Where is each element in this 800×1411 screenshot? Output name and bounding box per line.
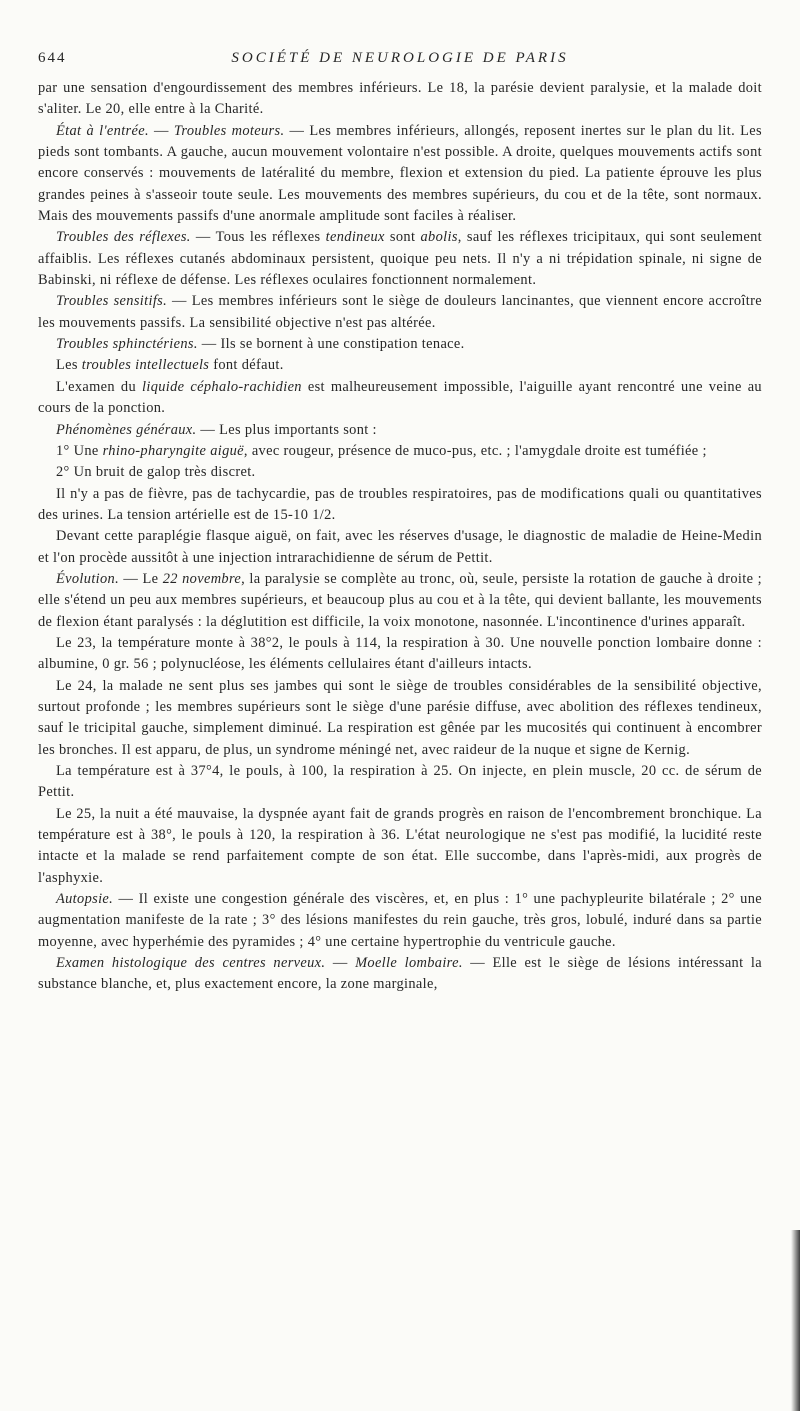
italic-run: abolis — [420, 229, 458, 246]
text-run: — Ils se bornent à une constipation tenace. — [197, 336, 465, 353]
text-run: 1° Une — [56, 442, 103, 459]
paragraph-p19 — [38, 953, 762, 996]
paragraph-p6 — [38, 355, 762, 376]
paragraph-p7 — [38, 377, 762, 420]
paragraph-p11 — [38, 484, 762, 527]
italic-run: Troubles des réflexes. — [56, 229, 191, 246]
text-run: , la paralysie se complète au tronc, où, seule, persiste la rotation de gauche à droite ; elle s'étend un peu aux membres supérieurs, et beaucoup plus au cou et à la tête, qui devient ballante, les mouvements de flexion étant paralysés : la déglutition est difficile, la voix monotone, nasonnée. L'incontinence d'urines apparaît. — [38, 570, 762, 630]
italic-run: Moelle lombaire. — [355, 955, 463, 972]
italic-run: Évolution. — [56, 570, 120, 587]
text-run: Il n'y a pas de fièvre, pas de tachycardie, pas de troubles respiratoires, pas de modifications quali ou quantitatives des urines. La tension artérielle est de 15-10 1/2. — [38, 485, 762, 523]
text-run: — — [325, 955, 356, 972]
text-run: par une sensation d'engourdissement des membres inférieurs. Le 18, la parésie devient paralysie, et la malade doit s'aliter. Le 20, elle entre à la Charité. — [38, 80, 762, 118]
text-run: est malheureusement impossible, l'aiguille ayant rencontré une veine au cours de la ponction. — [38, 378, 762, 417]
italic-run: Troubles sensitifs. — [56, 293, 168, 310]
italic-run: Autopsie. — [56, 891, 114, 908]
text-run: — Les membres inférieurs sont le siège de douleurs lancinantes, que viennent encore accroître les mouvements passifs. La sensibilité objective n'est pas altérée. — [38, 293, 762, 331]
paragraph-p14 — [38, 633, 762, 676]
italic-run: tendineux — [325, 229, 385, 246]
italic-run: Phénomènes généraux. — [56, 421, 197, 438]
text-run: L'examen du — [56, 378, 142, 395]
paragraph-p16 — [38, 761, 762, 804]
text-run: Le 25, la nuit a été mauvaise, la dyspnée ayant fait de grands progrès en raison de l'encombrement bronchique. La température est à 38°, le pouls à 120, la respiration à 36. L'état neurologique ne s'est pas modifié, la lucidité reste intacte et la malade se rend parfaitement compte de son état. Elle succombe, dans l'après-midi, aux progrès de l'asphyxie. — [38, 805, 762, 886]
text-run: , avec rougeur, présence de muco-pus, etc. ; l'amygdale droite est tuméfiée ; — [243, 442, 707, 459]
text-run: — Il existe une congestion générale des viscères, et, en plus : 1° une pachypleurite bilatérale ; 2° une augmentation manifeste de la rate ; 3° des lésions manifestes du rein gauche, très gros, lobulé, induré dans sa partie moyenne, avec hyperhémie des pyramides ; 4° une certaine hypertrophie du ventricule gauche. — [38, 891, 762, 950]
text-run: Devant cette paraplégie flasque aiguë, on fait, avec les réserves d'usage, le diagnostic de maladie de Heine-Medin et l'on procède aussitôt à une injection intrarachidienne de sérum de Pettit. — [38, 528, 762, 566]
paragraph-p2 — [38, 121, 762, 228]
text-run: font défaut. — [209, 357, 284, 374]
text-run: Les — [56, 357, 82, 374]
text-run: — Tous les réflexes — [190, 229, 326, 246]
journal-title: SOCIÉTÉ DE NEUROLOGIE DE PARIS — [231, 50, 569, 66]
italic-run: troubles intellectuels — [81, 357, 210, 374]
italic-run: État à l'entrée. — [56, 122, 149, 139]
paragraph-p9 — [38, 441, 762, 462]
text-run: , sauf les réflexes tricipitaux, qui sont seulement affaiblis. Les réflexes cutanés abdominaux persistent, quoique peu nets. Il n'y a ni trépidation spinale, ni signe de Babinski, ni réflexe de défense. Les réflexes oculaires fonctionnent normalement. — [38, 229, 762, 289]
text-run: Le 24, la malade ne sent plus ses jambes qui sont le siège de troubles considérables de la sensibilité objective, surtout profonde ; les membres supérieurs sont le siège d'une parésie diffuse, avec abolition des réflexes tendineux, sauf le tricipital gauche, simplement diminué. La respiration est gênée par les mucosités qui continuent à encombrer les bronches. Il est apparu, de plus, un syndrome méningé net, avec raideur de la nuque et signe de Kernig. — [38, 677, 762, 758]
paragraph-p10 — [38, 462, 762, 483]
running-head — [38, 40, 762, 70]
text-run: 2° Un bruit de galop très discret. — [56, 464, 256, 481]
paragraph-p1 — [38, 78, 762, 121]
text-run: La température est à 37°4, le pouls, à 100, la respiration à 25. On injecte, en plein muscle, 20 cc. de sérum de Pettit. — [38, 763, 762, 801]
italic-run: rhino-pharyngite aiguë — [102, 442, 244, 459]
italic-run: liquide céphalo-rachidien — [142, 378, 302, 395]
paragraph-p15 — [38, 676, 762, 761]
italic-run: Troubles sphinctériens. — [56, 336, 198, 353]
text-run: — Les plus importants sont : — [196, 421, 377, 438]
text-run: Le 23, la température monte à 38°2, le pouls à 114, la respiration à 30. Une nouvelle ponction lombaire donne : albumine, 0 gr. 56 ; polynucléose, les éléments cellulaires étant d'ailleurs intacts. — [38, 634, 762, 673]
italic-run: Examen histologique des centres nerveux. — [56, 955, 326, 972]
italic-run: 22 novembre — [162, 570, 242, 587]
paragraph-p3 — [38, 227, 762, 291]
text-run: — Elle est le siège de lésions intéressant la substance blanche, et, plus exactement encore, la zone marginale, — [38, 955, 762, 993]
paragraph-p17 — [38, 804, 762, 889]
text-run: — Le — [119, 570, 163, 587]
text-run: — Les membres inférieurs, allongés, reposent inertes sur le plan du lit. Les pieds sont tombants. A gauche, aucun mouvement volontaire n'est possible. A droite, quelques mouvements actifs sont encore conservés : mouvements de latéralité du membre, flexion et extension du pied. La patiente éprouve les plus grandes peines à s'asseoir toute seule. Les mouvements des membres supérieurs, du cou et de la tête, sont normaux. Mais des mouvements passifs d'une anormale amplitude sont faciles à réaliser. — [38, 122, 762, 225]
text-run: sont — [384, 229, 421, 246]
page — [38, 40, 762, 1400]
italic-run: Troubles moteurs. — [173, 122, 285, 139]
paragraph-p13 — [38, 569, 762, 633]
paragraph-p5 — [38, 334, 762, 355]
page-number: 644 — [38, 50, 67, 66]
paragraph-p12 — [38, 526, 762, 569]
paragraph-p4 — [38, 291, 762, 334]
text-run: — — [148, 122, 174, 139]
article-body — [38, 78, 762, 996]
paragraph-p8 — [38, 420, 762, 441]
paragraph-p18 — [38, 889, 762, 953]
binding-shadow — [791, 1230, 800, 1411]
